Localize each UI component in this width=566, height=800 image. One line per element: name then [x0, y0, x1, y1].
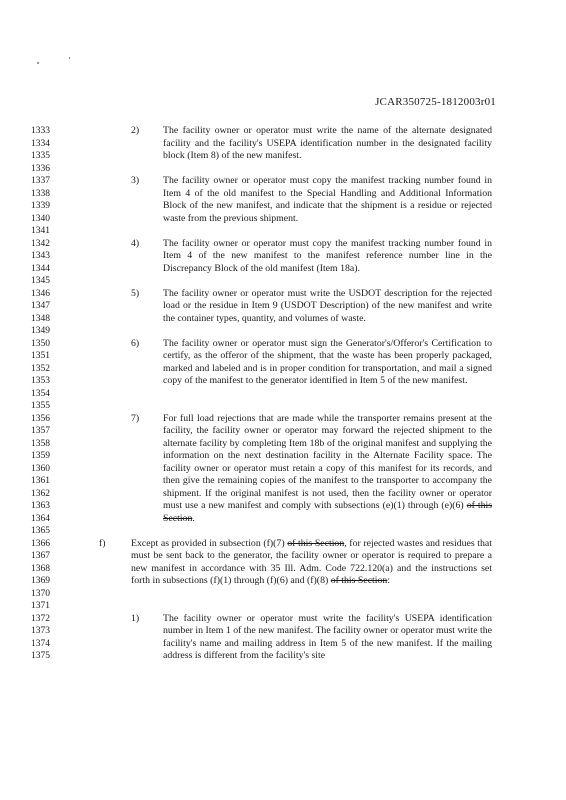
line-number: 1356	[31, 413, 50, 424]
text-segment: , for rejected wastes and residues that must be sent back to the generator, the facility owner or operator is required to prepare a new manifest in accordance with 35 Ill. Adm. Code 722.120(a) and the instructions set forth in subsections (f)(1) through (f)(6) and (f)(8)	[131, 537, 492, 586]
line-number: 1348	[31, 313, 50, 324]
item-text	[163, 238, 492, 276]
item-marker: 6)	[131, 337, 140, 349]
text-segment: The facility owner or operator must copy the manifest tracking number found in Item 4 of the old manifest to the Special Handling and Additional Information Block of the new manifest, and indicate that the shipment is a residue or rejected waste from the previous shipment.	[163, 175, 492, 224]
line-number: 1343	[31, 251, 50, 261]
line-number: 1349	[31, 326, 50, 336]
item-text	[163, 613, 492, 663]
text-segment: .	[192, 512, 195, 524]
text-segment: The facility owner or operator must write the USDOT description for the rejected load or the residue in Item 9 (USDOT Description) of the new manifest and write the container types, quantity, and volumes of waste.	[163, 287, 492, 324]
line-number: 1335	[31, 151, 50, 161]
item-text	[163, 125, 492, 163]
line-number: 1354	[31, 388, 50, 399]
line-number: 1370	[31, 588, 50, 599]
line-number: 1366	[31, 538, 50, 549]
line-number: 1342	[31, 238, 50, 249]
line-number: 1365	[31, 526, 50, 536]
deleted-text: of this Section	[287, 537, 345, 549]
line-number: 1359	[31, 451, 50, 461]
item-text	[131, 538, 492, 588]
line-number: 1367	[31, 551, 50, 561]
line-number: 1360	[31, 463, 50, 474]
line-number: 1333	[31, 126, 50, 136]
text-segment: The facility owner or operator must write the facility's USEPA identification number in Item 1 of the new manifest. The facility owner or operator must write the facility's name and mailing address in Item 5 of the new manifest. If the mailing address is different from the facility's site	[163, 612, 493, 661]
item-marker: 2)	[131, 125, 140, 136]
line-number: 1346	[31, 288, 50, 299]
deleted-text: of this Section	[330, 575, 388, 586]
line-number: 1364	[31, 513, 50, 524]
line-number: 1345	[31, 276, 50, 286]
line-number: 1340	[31, 213, 50, 224]
item-marker: f)	[99, 537, 106, 549]
line-number: 1372	[31, 613, 50, 624]
item-marker: 4)	[131, 237, 140, 249]
line-number: 1352	[31, 363, 50, 374]
line-number: 1371	[31, 601, 50, 611]
item-text	[163, 288, 492, 326]
item-text	[163, 175, 492, 225]
line-number: 1363	[31, 501, 50, 511]
line-number: 1375	[31, 651, 50, 661]
scan-speck	[69, 57, 70, 59]
text-segment: :	[387, 575, 391, 586]
text-segment: The facility owner or operator must sign the Generator's/Offeror's Certification to certify, as the offeror of the shipment, that the waste has been properly packaged, marked and labeled and is in proper condition for transportation, and mail a signed copy of the manifest to the generator identified in Item 5 of the new manifest.	[163, 337, 492, 386]
line-number: 1344	[31, 263, 50, 274]
item-text	[163, 338, 492, 388]
line-number: 1374	[31, 638, 50, 649]
line-number: 1341	[31, 226, 50, 236]
text-segment: The facility owner or operator must write the name of the alternate designated facility and the facility's USEPA identification number in the designated facility block (Item 8) of the new manifest.	[163, 125, 492, 161]
line-number: 1350	[31, 338, 50, 349]
item-marker: 3)	[131, 175, 140, 186]
line-number: 1355	[31, 401, 50, 411]
line-number: 1369	[31, 576, 50, 586]
item-marker: 5)	[131, 287, 140, 299]
line-number: 1338	[31, 188, 50, 199]
line-number: 1373	[31, 626, 50, 636]
line-number: 1347	[31, 301, 50, 311]
document-id: JCAR350725-1812003r01	[375, 96, 496, 108]
scan-speck	[37, 62, 39, 64]
line-number: 1353	[31, 376, 50, 386]
line-number: 1368	[31, 563, 50, 574]
line-number: 1336	[31, 163, 50, 174]
line-number: 1351	[31, 351, 50, 361]
line-number-column	[30, 125, 50, 663]
line-number: 1362	[31, 488, 50, 499]
text-segment: The facility owner or operator must copy the manifest tracking number found in Item 4 of the new manifest to the manifest reference number line in the Discrepancy Block of the old manifest (Item 18a).	[163, 237, 492, 274]
line-number: 1337	[31, 176, 50, 186]
line-number: 1334	[31, 138, 50, 149]
line-number: 1358	[31, 438, 50, 449]
item-marker: 7)	[131, 412, 140, 424]
item-text	[163, 413, 492, 526]
text-segment: Except as provided in subsection (f)(7)	[131, 537, 288, 549]
line-number: 1361	[31, 476, 50, 486]
line-number: 1357	[31, 426, 50, 436]
item-marker: 1)	[131, 612, 140, 624]
text-segment: For full load rejections that are made while the transporter remains present at the facility, the facility owner or operator may forward the rejected shipment to the alternate facility by completing Item 18b of the original manifest and supplying the information on the next destination facility in the Alternate Facility space. The facility owner or operator must retain a copy of this manifest for its records, and then give the remaining copies of the manifest to the transporter to accompany the shipment. If the original manifest is not used, then the facility owner or operator must use a new manifest and comply with subsections (e)(1) through (e)(6)	[163, 412, 492, 511]
line-number: 1339	[31, 201, 50, 211]
deleted-text: of this Section	[163, 500, 493, 524]
